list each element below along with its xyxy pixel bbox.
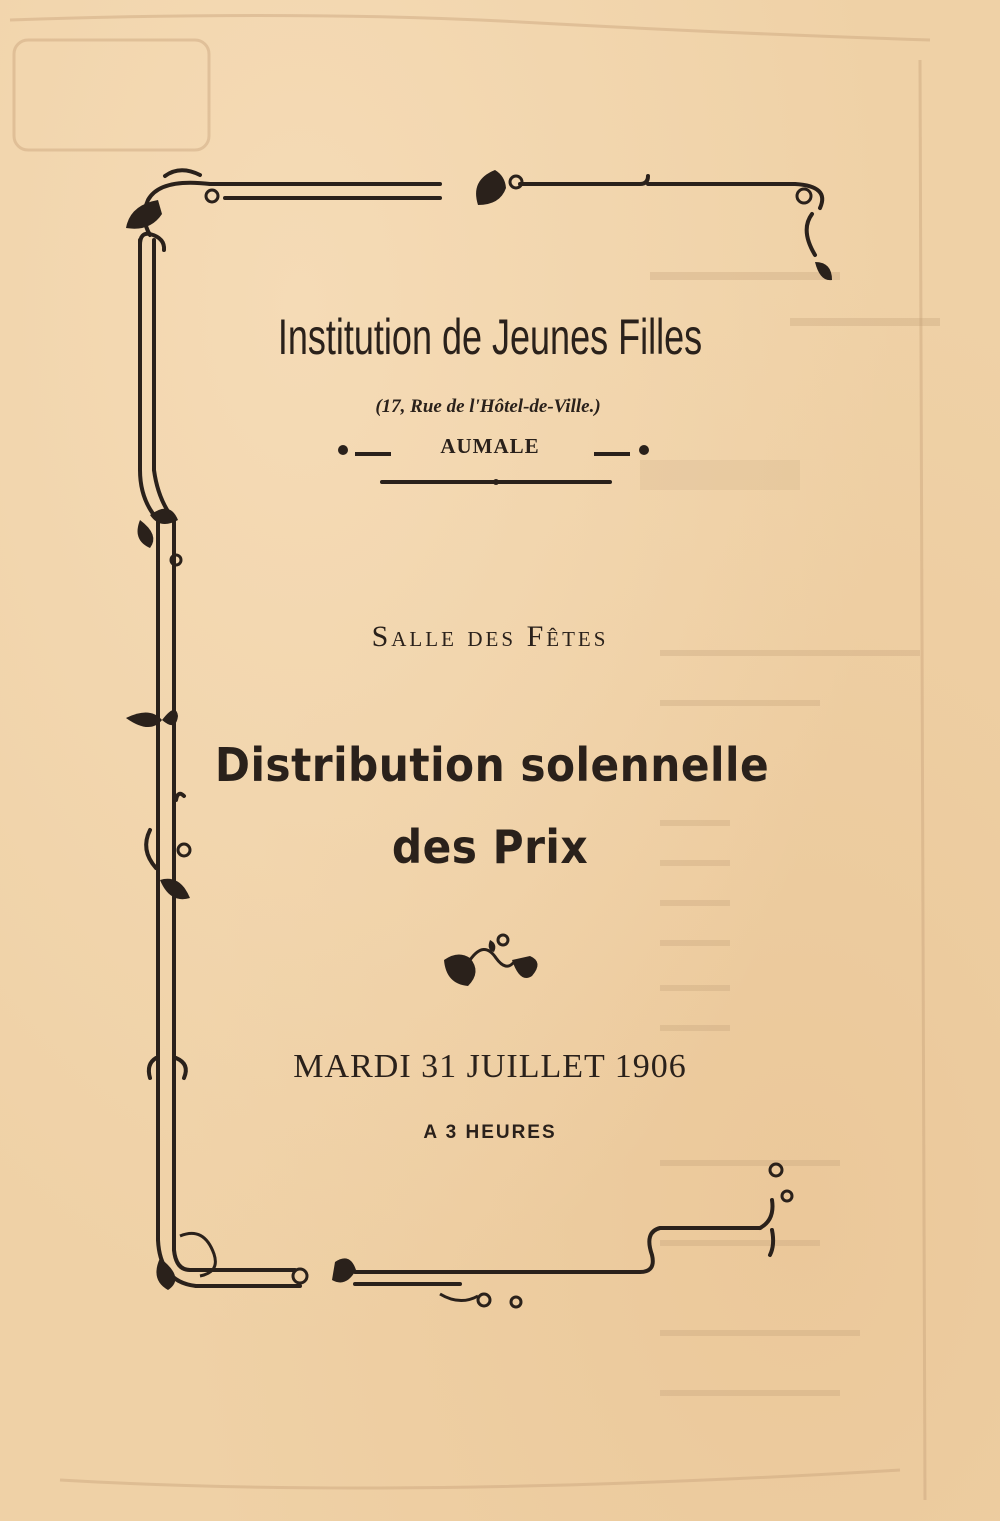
title-line-1: Distribution solennelle — [214, 738, 770, 792]
event-date: MARDI 31 JUILLET 1906 — [293, 1048, 687, 1085]
venue-line: Salle des Fêtes — [371, 620, 609, 653]
city-name: AUMALE — [440, 434, 540, 458]
event-time: A 3 HEURES — [423, 1122, 557, 1143]
city-row — [330, 434, 650, 464]
institution-name: Institution de Jeunes Filles — [277, 309, 703, 365]
address-line: (17, Rue de l'Hôtel-de-Ville.) — [375, 396, 601, 417]
title-line-2: des Prix — [391, 820, 589, 874]
